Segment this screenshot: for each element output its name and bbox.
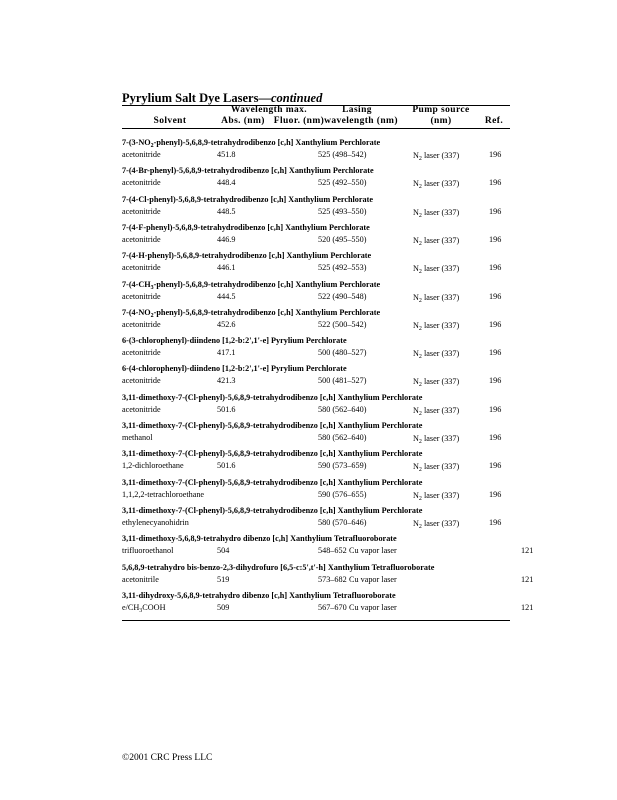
- pump-cell: [413, 377, 459, 386]
- header-rule: [122, 128, 510, 129]
- solvent-cell: acetonitride: [122, 263, 161, 272]
- pump-text: N: [413, 519, 419, 528]
- abs-cell: 448.5: [217, 207, 236, 216]
- pump-cell: [349, 603, 397, 612]
- copyright-footer: ©2001 CRC Press LLC: [122, 753, 213, 763]
- pump-text: laser (337): [421, 236, 460, 245]
- compound-name-text: 3,11-dimethoxy-7-(Cl-phenyl)-5,6,8,9-tetrahydrodibenzo [c,h] Xanthylium Perchlorate: [122, 393, 423, 402]
- abs-cell: 417.1: [217, 348, 236, 357]
- solvent-cell: acetonitride: [122, 348, 161, 357]
- ref-cell: 196: [489, 461, 502, 470]
- table-title: [122, 91, 322, 106]
- pump-text: N: [413, 151, 419, 160]
- abs-cell: 446.9: [217, 235, 236, 244]
- ref-cell: 196: [489, 433, 502, 442]
- compound-name: [122, 166, 374, 175]
- solvent-cell: ethylenecyanohidrin: [122, 518, 189, 527]
- compound-name: [122, 393, 422, 402]
- lasing-cell: 580 (562–640): [318, 405, 367, 414]
- compound-name-text: 6-(3-chlorophenyl)-diindeno [1,2-b:2',1'-e] Pyrylium Perchlorate: [122, 336, 347, 345]
- pump-cell: [413, 462, 459, 471]
- solvent-cell: 1,1,2,2-tetrachloroethane: [122, 490, 205, 499]
- lasing-cell: 525 (493–550): [318, 207, 367, 216]
- compound-name: [122, 280, 380, 289]
- pump-text: laser (337): [421, 151, 460, 160]
- ref-cell: 196: [489, 320, 502, 329]
- abs-cell: 501.6: [217, 461, 236, 470]
- lasing-cell: 567–670: [318, 603, 347, 612]
- solvent-subscript: 3: [139, 608, 143, 614]
- pump-text: laser (337): [421, 519, 460, 528]
- pump-text: laser (337): [421, 208, 460, 217]
- ref-cell: 121: [521, 546, 534, 555]
- header-fluor: Fluor. (nm): [273, 116, 325, 126]
- compound-name: [122, 478, 422, 487]
- compound-name-text: -phenyl)-5,6,8,9-tetrahydrodibenzo [c,h] Xanthylium Perchlorate: [153, 280, 381, 289]
- pump-text: laser (337): [421, 264, 460, 273]
- compound-name-subscript: 3: [150, 285, 154, 291]
- pump-cell: [413, 349, 459, 358]
- pump-cell: [413, 293, 459, 302]
- compound-name-text: 7-(4-H-phenyl)-5,6,8,9-tetrahydrodibenzo [c,h] Xanthylium Perchlorate: [122, 251, 372, 260]
- pump-cell: [349, 546, 397, 555]
- abs-cell: 509: [217, 603, 230, 612]
- pump-subscript: 2: [418, 156, 422, 162]
- pump-text: laser (337): [421, 434, 460, 443]
- pump-text: N: [413, 321, 419, 330]
- compound-name-text: 7-(4-Br-phenyl)-5,6,8,9-tetrahydrodibenzo [c,h] Xanthylium Perchlorate: [122, 166, 374, 175]
- pump-subscript: 2: [418, 326, 422, 332]
- pump-text: laser (337): [421, 406, 460, 415]
- pump-text: Cu vapor laser: [349, 575, 397, 584]
- compound-name-text: -phenyl)-5,6,8,9-tetrahydrodibenzo [c,h] Xanthylium Perchlorate: [153, 308, 381, 317]
- pump-text: laser (337): [421, 179, 460, 188]
- ref-cell: 196: [489, 376, 502, 385]
- pump-cell: [413, 434, 459, 443]
- lasing-cell: 522 (490–548): [318, 292, 367, 301]
- compound-name: [122, 449, 422, 458]
- solvent-cell: 1,2-dichloroethane: [122, 461, 184, 470]
- lasing-cell: 590 (573–659): [318, 461, 367, 470]
- ref-cell: 196: [489, 490, 502, 499]
- compound-name: [122, 563, 434, 572]
- solvent-cell: [122, 603, 166, 612]
- solvent-cell: trifluoroethanol: [122, 546, 174, 555]
- pump-text: N: [413, 377, 419, 386]
- compound-name: [122, 506, 422, 515]
- ref-cell: 121: [521, 575, 534, 584]
- lasing-cell: 500 (480–527): [318, 348, 367, 357]
- bottom-rule: [122, 620, 510, 621]
- pump-text: N: [413, 179, 419, 188]
- compound-name: [122, 195, 373, 204]
- header-wavelength-max: Wavelength max.: [230, 105, 308, 115]
- compound-name-text: 7-(4-F-phenyl)-5,6,8,9-tetrahydrodibenzo [c,h] Xanthylium Perchlorate: [122, 223, 370, 232]
- abs-cell: 452.6: [217, 320, 236, 329]
- pump-subscript: 2: [418, 411, 422, 417]
- lasing-cell: 525 (492–550): [318, 178, 367, 187]
- ref-cell: 121: [521, 603, 534, 612]
- pump-subscript: 2: [418, 439, 422, 445]
- lasing-cell: 525 (492–553): [318, 263, 367, 272]
- compound-name: [122, 534, 397, 543]
- compound-name-text: -phenyl)-5,6,8,9-tetrahydrodibenzo [c,h] Xanthylium Perchlorate: [153, 138, 381, 147]
- lasing-cell: 573–682: [318, 575, 347, 584]
- abs-cell: 448.4: [217, 178, 236, 187]
- header-ref: Ref.: [484, 116, 504, 126]
- pump-subscript: 2: [418, 382, 422, 388]
- abs-cell: 501.6: [217, 405, 236, 414]
- ref-cell: 196: [489, 348, 502, 357]
- solvent-text: COOH: [142, 603, 166, 612]
- lasing-cell: 522 (500–542): [318, 320, 367, 329]
- solvent-cell: methanol: [122, 433, 153, 442]
- compound-name-text: 7-(3-NO: [122, 138, 151, 147]
- pump-cell: [413, 321, 459, 330]
- pump-cell: [413, 151, 459, 160]
- ref-cell: 196: [489, 292, 502, 301]
- compound-name-text: 7-(4-CH: [122, 280, 151, 289]
- compound-name: [122, 223, 370, 232]
- pump-text: Cu vapor laser: [349, 546, 397, 555]
- compound-name-text: 5,6,8,9-tetrahydro bis-benzo-2,3-dihydrofuro [6,5-c:5',t'-h] Xanthylium Tetrafluoroborate: [122, 563, 435, 572]
- ref-cell: 196: [489, 207, 502, 216]
- compound-name: [122, 308, 380, 317]
- pump-subscript: 2: [418, 184, 422, 190]
- ref-cell: 196: [489, 178, 502, 187]
- compound-name-subscript: 2: [150, 313, 154, 319]
- pump-cell: [413, 264, 459, 273]
- compound-name-text: 3,11-dihydroxy-5,6,8,9-tetrahydro dibenzo [c,h] Xanthylium Tetrafluoroborate: [122, 591, 396, 600]
- solvent-cell: acetonitride: [122, 178, 161, 187]
- pump-text: laser (337): [421, 491, 460, 500]
- solvent-cell: acetonitride: [122, 207, 161, 216]
- header-pump-source: Pump source: [412, 105, 470, 115]
- compound-name-text: 7-(4-Cl-phenyl)-5,6,8,9-tetrahydrodibenzo [c,h] Xanthylium Perchlorate: [122, 195, 373, 204]
- compound-name: [122, 364, 347, 373]
- pump-cell: [413, 236, 459, 245]
- pump-subscript: 2: [418, 269, 422, 275]
- pump-subscript: 2: [418, 241, 422, 247]
- compound-name: [122, 336, 347, 345]
- solvent-cell: acetonitride: [122, 292, 161, 301]
- header-lasing: Lasing: [342, 105, 372, 115]
- pump-subscript: 2: [418, 524, 422, 530]
- pump-text: laser (337): [421, 462, 460, 471]
- solvent-text: e/CH: [122, 603, 140, 612]
- lasing-cell: 580 (570–646): [318, 518, 367, 527]
- pump-text: Cu vapor laser: [349, 603, 397, 612]
- lasing-cell: 525 (498–542): [318, 150, 367, 159]
- compound-name-subscript: 2: [150, 143, 154, 149]
- abs-cell: 519: [217, 575, 230, 584]
- compound-name-text: 3,11-dimethoxy-5,6,8,9-tetrahydro dibenzo [c,h] Xanthylium Tetrafluoroborate: [122, 534, 397, 543]
- pump-cell: [413, 208, 459, 217]
- lasing-cell: 590 (576–655): [318, 490, 367, 499]
- lasing-cell: 520 (495–550): [318, 235, 367, 244]
- compound-name: [122, 251, 371, 260]
- pump-cell: [413, 179, 459, 188]
- solvent-cell: acetonitride: [122, 235, 161, 244]
- solvent-cell: acetonitride: [122, 320, 161, 329]
- pump-text: laser (337): [421, 321, 460, 330]
- pump-subscript: 2: [418, 467, 422, 473]
- pump-subscript: 2: [418, 213, 422, 219]
- compound-name-text: 3,11-dimethoxy-7-(Cl-phenyl)-5,6,8,9-tetrahydrodibenzo [c,h] Xanthylium Perchlorate: [122, 506, 423, 515]
- solvent-cell: acetonitrile: [122, 575, 159, 584]
- compound-name-text: 7-(4-NO: [122, 308, 151, 317]
- pump-text: N: [413, 349, 419, 358]
- pump-text: laser (337): [421, 349, 460, 358]
- header-solvent: Solvent: [153, 116, 187, 126]
- lasing-cell: 500 (481–527): [318, 376, 367, 385]
- ref-cell: 196: [489, 263, 502, 272]
- compound-name-text: 3,11-dimethoxy-7-(Cl-phenyl)-5,6,8,9-tetrahydrodibenzo [c,h] Xanthylium Perchlorate: [122, 449, 423, 458]
- pump-text: N: [413, 462, 419, 471]
- lasing-cell: 580 (562–640): [318, 433, 367, 442]
- solvent-cell: acetonitride: [122, 150, 161, 159]
- abs-cell: 504: [217, 546, 230, 555]
- pump-subscript: 2: [418, 354, 422, 360]
- ref-cell: 196: [489, 518, 502, 527]
- compound-name-text: 3,11-dimethoxy-7-(Cl-phenyl)-5,6,8,9-tetrahydrodibenzo [c,h] Xanthylium Perchlorate: [122, 421, 423, 430]
- lasing-cell: 548–652: [318, 546, 347, 555]
- pump-text: N: [413, 264, 419, 273]
- pump-cell: [413, 519, 459, 528]
- pump-cell: [413, 491, 459, 500]
- pump-cell: [349, 575, 397, 584]
- pump-subscript: 2: [418, 496, 422, 502]
- pump-text: N: [413, 236, 419, 245]
- pump-subscript: 2: [418, 298, 422, 304]
- compound-name: [122, 138, 380, 147]
- ref-cell: 196: [489, 150, 502, 159]
- pump-text: laser (337): [421, 293, 460, 302]
- solvent-cell: acetonitride: [122, 376, 161, 385]
- pump-text: N: [413, 406, 419, 415]
- pump-text: N: [413, 434, 419, 443]
- header-abs: Abs. (nm): [221, 116, 265, 126]
- compound-name-text: 3,11-dimethoxy-7-(Cl-phenyl)-5,6,8,9-tetrahydrodibenzo [c,h] Xanthylium Perchlorate: [122, 478, 423, 487]
- header-pump-nm: (nm): [430, 116, 452, 126]
- title-continued: continued: [270, 91, 323, 105]
- abs-cell: 421.3: [217, 376, 236, 385]
- abs-cell: 451.8: [217, 150, 236, 159]
- compound-name: [122, 421, 422, 430]
- ref-cell: 196: [489, 405, 502, 414]
- ref-cell: 196: [489, 235, 502, 244]
- abs-cell: 446.1: [217, 263, 236, 272]
- solvent-cell: acetonitride: [122, 405, 161, 414]
- pump-cell: [413, 406, 459, 415]
- compound-name: [122, 591, 396, 600]
- abs-cell: 444.5: [217, 292, 236, 301]
- pump-text: N: [413, 491, 419, 500]
- pump-text: N: [413, 293, 419, 302]
- pump-text: laser (337): [421, 377, 460, 386]
- pump-text: N: [413, 208, 419, 217]
- title-main: Pyrylium Salt Dye Lasers—: [122, 91, 271, 105]
- compound-name-text: 6-(4-chlorophenyl)-diindeno [1,2-b:2',1'-e] Pyrylium Perchlorate: [122, 364, 347, 373]
- header-lasing-wavelength: wavelength (nm): [324, 116, 398, 126]
